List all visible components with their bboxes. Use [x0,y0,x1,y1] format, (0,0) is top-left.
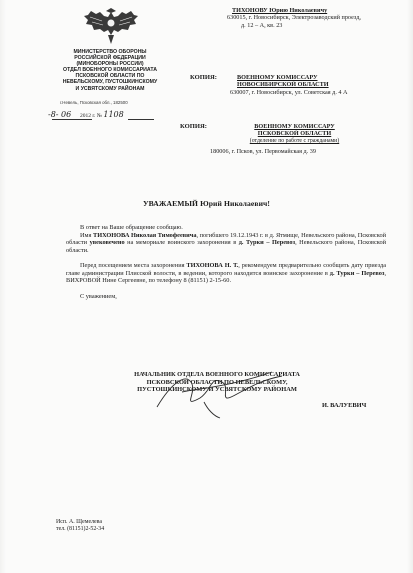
org-line: (МИНОБОРОНЫ РОССИИ) [76,61,144,68]
year-text: 2012 г. № [79,113,102,119]
letter-body [66,224,386,301]
executor-phone: тел. (81151)2-52-34 [56,526,105,533]
org-line: РОССИЙСКОЙ ФЕДЕРАЦИИ [74,55,146,62]
recipient-name: ТИХОНОВУ Юрию Николаевичу [232,7,328,14]
executor-name: Исп. А. Щемелева [56,519,102,525]
org-line: МИНИСТЕРСТВО ОБОРОНЫ [73,49,147,55]
copy-label: КОПИЯ: [180,123,207,130]
burial-place: д. Турки – Перевоз [329,269,385,277]
date-number-line [48,110,124,119]
recipient-3 [232,123,357,145]
org-line: НЕВЕЛЬСКОМУ, ПУСТОШКИНСКОМУ [62,79,158,86]
copy-label: КОПИЯ: [190,74,217,81]
handwritten-date: -8- 06 [48,110,72,119]
org-line: И УСВЯТСКОМУ РАЙОНАМ [75,85,145,92]
recipient-address: 630015, г. Новосибирск, Электрозаводский проезд, [227,14,361,22]
recipient-2 [230,74,408,96]
handwritten-signature-icon [112,362,312,422]
org-address: г.Невель, Псковская обл., 182500 [60,100,128,105]
recipient-address: д. 12 – А, кв. 23 [241,21,283,29]
paragraph-2: Перед посещением места захоронения ТИХОНОВА Н. Т., рекомендуем предварительно сообщить дату приезда главе администрации Плисской волости, в ведении, которого находится воинское захоронение в д. Турки – Перевоз, ВИХРОВОЙ Нине Сергеевне, по телефону 8 (81151) 2-15-60. [66,261,387,285]
org-line: ОТДЕЛ ВОЕННОГО КОМИССАРИАТА [63,67,157,74]
recipient-address: 180006, г. Псков, ул. Первомайская д. 39 [210,148,316,155]
executor-info [56,519,104,534]
intro-sentence: В ответ на Ваше обращение сообщаю. [80,224,183,231]
person-name: ТИХОНОВА Николая Тимофеевича [93,231,197,239]
salutation: УВАЖАЕМЫЙ Юрий Николаевич! [142,199,271,208]
paragraph-1: Имя ТИХОНОВА Николая Тимофеевича, погибшего 19.12.1943 г. в д. Ятмище, Невельского района, Псковской области увековечено на мемориале воинского захоронения в д. Турки – Перевоз, Невельского района, Псковской области. [66,231,387,255]
recipient-name-line-2: ПСКОВСКОЙ ОБЛАСТИ [257,130,332,138]
recipient-1 [227,7,407,29]
closing: С уважением, [80,292,117,300]
recipient-department: (отделение по работе с гражданами) [249,137,340,144]
double-headed-eagle-emblem-icon [82,8,140,46]
handwritten-number: 1108 [103,110,124,119]
recipient-name: ВОЕННОМУ КОМИССАРУ [237,74,318,81]
organization-block [30,49,190,92]
recipient-name-line-2: НОВОСИБИРСКОЙ ОБЛАСТИ [237,81,329,89]
recipient-address: 630007, г. Новосибирск, ул. Советская д. 4 А [230,88,348,96]
signatory-name: И. ВАЛУЕВИЧ [322,402,367,409]
person-name: ТИХОНОВА Н. Т. [186,261,239,269]
org-line: ПСКОВСКОЙ ОБЛАСТИ ПО [75,73,145,80]
recipient-name: ВОЕННОМУ КОМИССАРУ [254,123,335,130]
signature-title: НАЧАЛЬНИК ОТДЕЛА ВОЕННОГО КОМИССАРИАТА ПСКОВСКОЙ ОБЛАСТИ ПО НЕВЕЛЬСКОМУ, ПУСТОШКИНСКОМУ И УСВЯТСКОМУ РАЙОНАМ [134,371,300,394]
burial-place: д. Турки – Перевоз [238,239,296,247]
